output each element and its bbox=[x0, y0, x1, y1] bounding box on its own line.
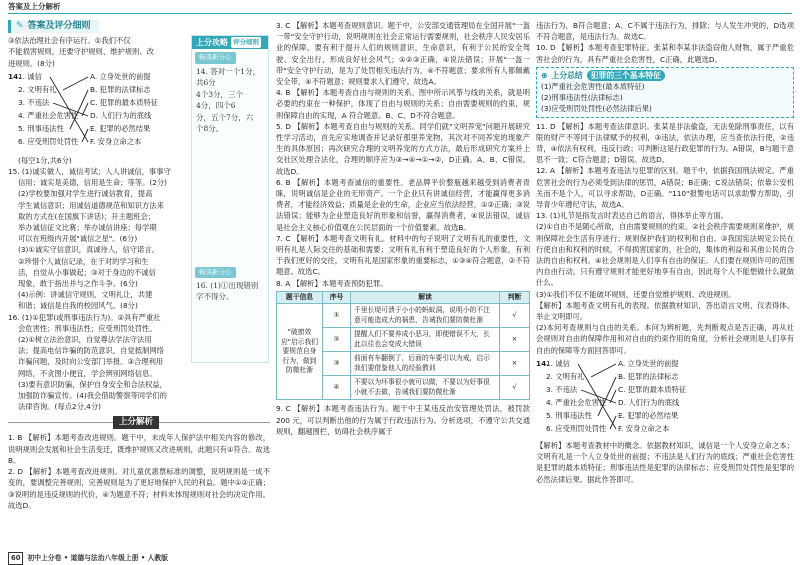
q15-line: 举办诚信征文比赛；举办诚信讲座；每学期 bbox=[18, 223, 157, 233]
book-title: 初中上分卷 • 道德与法治八年级上册 • 人教版 bbox=[27, 553, 168, 562]
hand-line: 14. 答对一个1分，共6分 bbox=[196, 66, 261, 88]
q15-line: ②珍惜个人诚信记录，在于对的学习和生 bbox=[18, 256, 149, 266]
q15-line: 15. (1)诚实做人，诚信考试；人人讲诚信，事事守 bbox=[8, 167, 171, 177]
q14-match-lines bbox=[8, 71, 186, 153]
analysis-section-header bbox=[8, 416, 270, 429]
score-strategy-panel bbox=[191, 35, 269, 363]
summary-line: (3)应受刑罚处罚性(必然法律后果) bbox=[541, 104, 652, 114]
summary-chip: 犯罪的三个基本特征 bbox=[587, 70, 665, 81]
analysis-q12: 12. A 【解析】本题考查违法与犯罪的区别。题干中，依据我国刑法规定，严重危害社会的行为必须受到法律的惩罚，A错误；B正确；C说法错误；依靠公安机关而不是个人，可以寻求帮助，D正确。"110"报警电话可以求助警方帮助，引导青少年遵纪守法，故选A。 bbox=[536, 166, 794, 210]
analysis-q13-note: 【解析】本题考查文明有礼的表现。依据教材知识，答出语言文明、仪表得体、举止文明即可。 bbox=[536, 300, 794, 322]
analysis-q2: 2. D 【解析】本题考查改进规则。对儿童优惠票标准的调整，说明规则是一成不变的，要调整完善规则，完善规则是为了更好地保护人民的利益。题中①②正确；③说明的是违反规则的代价，④为题意不符；材料未体现规则对社会的决定作用。故选D。 bbox=[8, 467, 270, 510]
page-number: 60 bbox=[8, 552, 23, 565]
q14-left-item: 3. 不违法 bbox=[18, 97, 50, 107]
q16-line: 16. (1)①犯罪(或刑事违法行为)。②具有严重社 bbox=[8, 312, 161, 322]
hand-line: 个8分。 bbox=[196, 124, 224, 134]
table-cell-no: ② bbox=[323, 328, 351, 352]
summary-title bbox=[541, 70, 665, 81]
table-header-cell: 题干信息 bbox=[277, 291, 323, 304]
answers-area bbox=[8, 35, 270, 412]
header-rule bbox=[8, 13, 792, 14]
summary-icon: ⊕ bbox=[541, 70, 548, 80]
table-header-cell: 判断 bbox=[500, 291, 530, 304]
q14-left-item: 5. 刑事违法性 bbox=[546, 410, 592, 420]
table-cell-mark: √ bbox=[500, 376, 530, 400]
q14-left-item: 4. 严重社会危害性 bbox=[546, 397, 607, 407]
summary-box bbox=[536, 67, 794, 118]
header-tag: 答案及上分解析 bbox=[8, 2, 61, 11]
q15-line: (4)示例：讲诚信守规则，文明礼让，共建 bbox=[18, 290, 153, 300]
analysis-q9-cont: 违法行为，B符合题意；A、C不属于违法行为，排除；与人发生冲突的，D选项不符合题意，是违法行为。故选C。 bbox=[536, 21, 794, 42]
q14-left-item: 6. 应受刑罚处罚性 bbox=[18, 136, 79, 146]
q15-line: 活，自觉从小事做起；③对于身边的不诚信 bbox=[18, 267, 156, 277]
analysis-q13-2: (2)①自由不是随心所欲，自由需要规则的约束。②社会秩序需要规则来维护，规则保障社会生活有序进行；规则保护我们的权利和自由。③我国宪法规定公民在行使自由和权利的时候，不得损害国家的，社会的，集体的利益和其他公民的合法的自由和权利。④社会规则是人们享有自由的保证。人们要在规则许可的范围内自由行动，只有遵守规则才能更好地享有自由，因此每个人不能想做什么就做什么。 bbox=[536, 222, 794, 288]
q14-right-item: C. 犯罪的最本质特征 bbox=[90, 97, 159, 107]
analysis-q9: 9. C 【解析】本题考查违法行为。题干中王某违反治安管理处罚法，被罚款 200 元，可以判断出他的行为属于行政违法行为。分析选项，不遵守公共交通规则，翻越围栏，妨碍社会秩序属于 bbox=[276, 404, 530, 436]
summary-title-text: 上分总结 bbox=[551, 70, 583, 80]
q15-line: 信用；诚实是美德，信用是生命；等等。(2分) bbox=[18, 178, 167, 188]
q14-match-lines bbox=[536, 358, 714, 438]
score-panel-spacer bbox=[192, 136, 268, 264]
q14-left-item: 1. 诚信 bbox=[546, 358, 570, 368]
q14-left-item: 1. 诚信 bbox=[18, 71, 42, 81]
intro-line: 不能损害规则，还要守护规则、维护规则、改 bbox=[8, 47, 154, 57]
q14-right-item: B. 犯罪的法律标志 bbox=[90, 84, 151, 94]
analysis-q4: 4. B 【解析】本题考查自由与规则的关系。图中所示风筝与线的关系，就是明必要的约束在一种保护，体现了自由与规则的关系；自由需要规则的约束，规则保障自由的实现，A 符合题意。B、C、D不符合题意。 bbox=[276, 88, 530, 120]
q16-line: 加强防诈骗宣传。(4)我会借助警察等同学们的 bbox=[18, 391, 167, 401]
table-merged-cell: "破窗效应"启示我们要规范自身行为，做到防微杜渐 bbox=[277, 304, 323, 400]
hand-line: 16. (1)①出现错别 bbox=[196, 280, 259, 290]
page-footer bbox=[8, 553, 168, 564]
q14-right-item: D. 人们行为的底线 bbox=[618, 397, 680, 407]
analysis-q13-3: (3)①我们不仅不能破坏规则，还要自觉维护规则、改进规则。 bbox=[536, 289, 736, 299]
hand-line: 分，五个7分，六 bbox=[196, 112, 254, 122]
analysis-q11: 11. D 【解析】本题考查法律意识。张某是非法偷盗，无法免除刑事责任，以有限的财产不等同于法律赋予的权利，③违法，依法办理，应当查依法行使，②违背，④依法有权利，违反行政；可判断这是行政犯罪的行为。A错误，B与题干意思不一致；C符合题意；D错误。故选D。 bbox=[536, 121, 794, 165]
q14-left-item: 2. 文明有礼 bbox=[546, 371, 585, 381]
q15-line: (3)①诚实守信意识，真诚待人，信守诺言。 bbox=[18, 245, 159, 255]
table-cell-mark: × bbox=[500, 328, 530, 352]
q16-line: 网络，不贪图小便宜，学会辨别网络信息。 bbox=[18, 368, 157, 378]
analysis-q14: 【解析】本题考查教材中的概念。依据教材知识，诚信是一个人安身立命之本；文明有礼是一个人立身处世的前提；不违法是人们行为的底线；严重社会危害性是犯罪的最本质特征；刑事违法性是犯罪的法律标志；应受刑罚处罚性是犯罪的必然法律后果。据此作答即可。 bbox=[536, 440, 794, 484]
q14-right-item: E. 犯罪的必然结果 bbox=[90, 123, 151, 133]
q14-left-item: 6. 应受刑罚处罚性 bbox=[546, 423, 607, 433]
q14-right-item: F. 安身立命之本 bbox=[90, 136, 142, 146]
q16-line: 诈骗问题，及时向公安部门举报。③合理利用 bbox=[18, 357, 164, 367]
answers-text bbox=[8, 35, 186, 412]
score-panel-subtitle: 评分细则 bbox=[231, 37, 261, 48]
q14-left-item: 4. 严重社会危害性 bbox=[18, 110, 79, 120]
table-cell-mark: × bbox=[500, 352, 530, 376]
q15-line: 和谐；诚信是自我的校园风气。(8分) bbox=[18, 301, 138, 311]
q14-right-item: C. 犯罪的最本质特征 bbox=[618, 384, 687, 394]
analysis-q5: 5. D 【解析】本题考查自由与规则的关系。同学们就"文明养宠"问题开展研究性学习活动，首先应实地调查并记录好那里养宠物，其次对不同养宠的现象产生的具体原因；再次研究合理的文明养宠的方式方法，最后形成研究方案并上交社区处理合法化，合理的顺序应为③→④→①→②，D正确。A、B、C错误。故选D。 bbox=[276, 121, 530, 176]
score-tag: 畅谈新分心 bbox=[195, 267, 236, 278]
analysis-q1: 1. B 【解析】本题考查改进规则。题干中，未成年人保护法中相关内容的修改，说明规则会发展和社会生活变迁，既维护规则又改进规则，此题只有①符合。故选B。 bbox=[8, 433, 270, 465]
table-cell-mark: √ bbox=[500, 304, 530, 328]
q16-line: 法律咨询。(每点2分,4分) bbox=[18, 402, 101, 412]
table-row bbox=[277, 304, 530, 328]
q14-score: (每空1分,共6分) bbox=[18, 155, 72, 165]
score-panel-header bbox=[192, 36, 268, 49]
q8-analysis-table bbox=[276, 291, 530, 401]
q15-line: 取的方式在(在国旗下讲话)；开主题班会； bbox=[18, 211, 156, 221]
column-middle bbox=[276, 20, 530, 437]
q14-right-item: F. 安身立命之本 bbox=[618, 423, 670, 433]
analysis-section-title: 上分解析 bbox=[113, 416, 159, 429]
q16-line: 法；提高电信诈骗的防范意识，自觉抵制网络 bbox=[18, 346, 164, 356]
analysis-q10: 10. D 【解析】本题考查犯罪特征。张某和李某非法盗窃他人财物，属于严重危害社会的行为，具有严重社会危害性，C正确，此题选D。 bbox=[536, 43, 794, 64]
hand-line: 4分，四个6 bbox=[196, 101, 236, 111]
q14-right-item: A. 立身处世的前提 bbox=[618, 358, 679, 368]
analysis-q6: 6. B 【解析】本题考查诚信的重要性。老品牌平价整瓶越来越受到消费者青睐，说明诚信是企业的无形资产。一个企业只有讲诚信经营，才能赢得更多消费者，才能经济效益；质量是企业的生命，企业应当依法经营，①②正确；③说法错误；能够为企业塑造良好的形象和信誉，赢得消费者，④说法错误，诚信是社会主义核心价值观在公民层面的一个价值要素。故选B。 bbox=[276, 177, 530, 232]
q14-number: 14. bbox=[536, 358, 549, 368]
summary-line: (1)严重社会危害性(最本质特征) bbox=[541, 82, 645, 92]
pencil-icon: ✎ bbox=[16, 21, 24, 31]
intro-line: 进规则。(8分) bbox=[8, 58, 55, 68]
summary-line: (2)刑事违法性(法律标志) bbox=[541, 93, 623, 103]
hand-line: 字不得分。 bbox=[196, 292, 234, 302]
page-header bbox=[0, 0, 800, 14]
handwritten-note-16 bbox=[192, 279, 268, 304]
q16-line: 会危害性；刑事违法性；应受刑罚处罚性。 bbox=[18, 323, 157, 333]
q15-line: 学生诚信意识；用诚信道德规范和知识方法来 bbox=[18, 200, 164, 210]
table-cell-no: ④ bbox=[323, 376, 351, 400]
q15-line: 可以在班级内开展"诚信之星"。(6分) bbox=[18, 234, 138, 244]
intro-line: ③依法治理社会有序运行。①我们不仅 bbox=[8, 36, 131, 46]
score-panel-spacer bbox=[192, 304, 268, 362]
q14-left-item: 5. 刑事违法性 bbox=[18, 123, 64, 133]
answers-section-title bbox=[8, 20, 99, 33]
table-cell-text: 不要以为坏事很小就可以做，不要以为好事很小就不去做，告诫我们要防微杜渐 bbox=[351, 376, 500, 400]
q14-matching bbox=[8, 71, 186, 153]
q14-number: 14. bbox=[8, 71, 21, 81]
table-cell-text: 前面有车翻倒了，后面的车要引以为戒，启示我们要借鉴他人的经验教训 bbox=[351, 352, 500, 376]
q14-matching-repeat bbox=[536, 358, 794, 438]
hand-line: 4个3分，三个 bbox=[196, 89, 244, 99]
q14-right-item: A. 立身处世的前提 bbox=[90, 71, 151, 81]
analysis-q7: 7. C 【解析】本题考查文明有礼。材料中的句子说明了文明有礼的重要性，文明有礼是人际交往的基础和需要；文明有礼有利于塑造良好的个人形象，有利于我们更好的交往，文明有礼是国家形象的重要标志，①③④符合题意，②不符题意。故选C。 bbox=[276, 233, 530, 277]
q15-line: (2)学校要加强对学生进行诚信教育，提高 bbox=[18, 189, 153, 199]
q14-right-item: E. 犯罪的必然结果 bbox=[618, 410, 679, 420]
table-cell-no: ① bbox=[323, 304, 351, 328]
score-panel-title: 上分攻略 bbox=[196, 38, 228, 48]
analysis-q8: 8. A 【解析】本题考查预防犯罪。 bbox=[276, 278, 388, 288]
q14-left-item: 3. 不违法 bbox=[546, 384, 578, 394]
analysis-q3: 3. C 【解析】本题考查规则意识。题干中，公安部交通管理局在全国开展"一盔一带"安全守护行动，说明规则在社会正常运行需要规则，社会秩序人民安居乐业的保障，要有利于提升人们的规则意识，生命意识，有利于公民的安全驾驶、安全出行，形成良好社会风气；①②③正确，④说法错误；开展"一盔一带"安全守护行动，是为了处罚相关违法行为，④不符题意；要求所有人都佩戴安全带，④不符题意；规则要求人们遵守。故选A。 bbox=[276, 21, 530, 87]
handwritten-note-14 bbox=[192, 65, 268, 136]
q14-right-item: D. 人们行为的底线 bbox=[90, 110, 152, 120]
table-cell-text: 提醒人们不要养成小恶习，即便错误不大，长此以往也会变成大错误 bbox=[351, 328, 500, 352]
answers-section-title-text: 答案及评分细则 bbox=[27, 21, 91, 31]
table-cell-no: ③ bbox=[323, 352, 351, 376]
table-header-row bbox=[277, 291, 530, 304]
analysis-q13: 13. (1)礼节是指发言时表达自己的语言，得体举止等方面。 bbox=[536, 211, 729, 221]
score-tag: 畅谈新分心 bbox=[195, 52, 236, 63]
q14-left-item: 2. 文明有礼 bbox=[18, 84, 57, 94]
table-header-cell: 序号 bbox=[323, 291, 351, 304]
table-header-cell: 解读 bbox=[351, 291, 500, 304]
q16-line: (2)①树立法治意识，自觉尊法学法守法用 bbox=[18, 335, 152, 345]
table-cell-text: 千里长堤可溃于小小的蚂蚁洞，说明小的不注意可能造成大的祸患，告诫我们要防微杜渐 bbox=[351, 304, 500, 328]
analysis-q13-note2: (2)本问考查规则与自由的关系。本问为辨析题，先判断观点是否正确，再从社会规则对自由的保障作用和对自由的约束作用的角度，分析社会规则是人们享有自由的保障等方面回答即可。 bbox=[536, 323, 794, 355]
column-right bbox=[536, 20, 794, 485]
q15-line: 现象，敢于指出并与之作斗争。(6分) bbox=[18, 279, 138, 289]
column-left bbox=[8, 20, 270, 511]
q14-right-item: B. 犯罪的法律标志 bbox=[618, 371, 679, 381]
q16-line: (3)要有意识防骗，保护自身安全和合法权益， bbox=[18, 379, 167, 389]
